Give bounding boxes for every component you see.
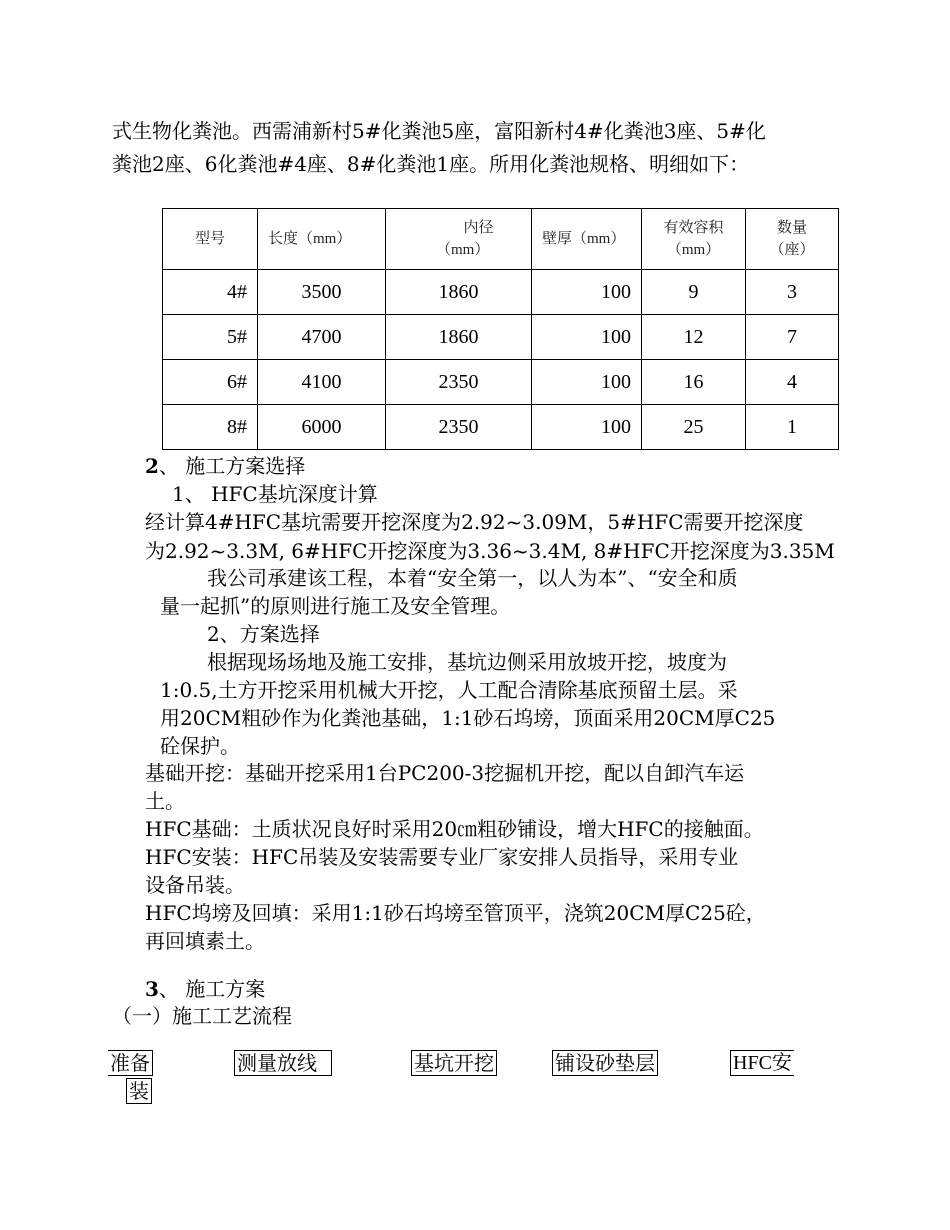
plan-para-line-2: 1:0.5,土方开挖采用机械大开挖，人工配合清除基底预留土层。采 — [160, 678, 738, 702]
cell-model: 5# — [163, 315, 258, 360]
septic-tank-spec-table — [162, 208, 839, 450]
hfc-install-line-2: 设备吊装。 — [145, 873, 245, 897]
intro-line-2: 粪池2座、6化粪池#4座、8#化粪池1座。所用化粪池规格、明细如下： — [112, 152, 750, 176]
cell-quantity: 7 — [746, 315, 839, 360]
cell-inner-diameter: 1860 — [386, 315, 532, 360]
section-3-heading — [145, 976, 265, 1002]
section-2-number: 2 — [145, 454, 159, 478]
cell-inner-diameter: 2350 — [386, 360, 532, 405]
safety-para-line-1: 我公司承建该工程，本着“安全第一，以人为本”、“安全和质 — [207, 566, 738, 590]
section-2-title: 、 施工方案选择 — [158, 454, 306, 478]
header-quantity: 数量 （座） — [746, 209, 839, 270]
cell-effective-volume: 9 — [642, 270, 746, 315]
section-3-number: 3 — [145, 977, 159, 1001]
table-header-row — [163, 209, 839, 270]
table-row — [163, 405, 839, 450]
subsection-plan-selection: 2、方案选择 — [207, 622, 320, 646]
cell-wall-thickness: 100 — [532, 360, 642, 405]
cell-length: 6000 — [258, 405, 386, 450]
cell-effective-volume: 16 — [642, 360, 746, 405]
cell-model: 6# — [163, 360, 258, 405]
header-effective-volume: 有效容积 （mm） — [642, 209, 746, 270]
plan-para-line-3: 用20CM粗砂作为化粪池基础，1:1砂石坞塝，顶面采用20CM厚C25 — [160, 706, 776, 730]
header-model: 型号 — [163, 209, 258, 270]
backfill-line-1: HFC坞塝及回填：采用1:1砂石坞塝至管顶平，浇筑20CM厚C25砼， — [145, 901, 766, 925]
plan-para-line-4: 砼保护。 — [160, 734, 240, 758]
hfc-install-line-1: HFC安装：HFC吊装及安装需要专业厂家安排人员指导，采用专业 — [145, 845, 739, 869]
cell-quantity: 3 — [746, 270, 839, 315]
process-flow-heading: （一）施工工艺流程 — [112, 1004, 292, 1028]
backfill-line-2: 再回填素土。 — [145, 929, 265, 953]
subsection-hfc-depth: 1、 HFC基坑深度计算 — [172, 482, 378, 506]
cell-length: 4700 — [258, 315, 386, 360]
cell-length: 3500 — [258, 270, 386, 315]
flow-step-hfc-install-cont: 装 — [126, 1078, 152, 1104]
cell-model: 4# — [163, 270, 258, 315]
cell-inner-diameter: 2350 — [386, 405, 532, 450]
flow-step-survey: 测量放线 — [234, 1050, 332, 1076]
cell-length: 4100 — [258, 360, 386, 405]
section-2-heading — [145, 453, 305, 479]
header-length: 长度（mm） — [258, 209, 386, 270]
foundation-excavation-line-2: 土。 — [145, 789, 185, 813]
cell-wall-thickness: 100 — [532, 315, 642, 360]
header-inner-diameter: 内径 （mm） — [386, 209, 532, 270]
table-row — [163, 360, 839, 405]
calc-line-2: 为2.92~3.3M, 6#HFC开挖深度为3.36~3.4M, 8#HFC开挖深度为3.35M — [145, 539, 835, 563]
cell-quantity: 4 — [746, 360, 839, 405]
flow-step-preparation: 准备 — [108, 1050, 153, 1076]
foundation-excavation-line-1: 基础开挖：基础开挖采用1台PC200-3挖掘机开挖，配以自卸汽车运 — [145, 761, 745, 785]
cell-model: 8# — [163, 405, 258, 450]
safety-para-line-2: 量一起抓”的原则进行施工及安全管理。 — [160, 594, 511, 618]
hfc-foundation-line: HFC基础：土质状况良好时采用20㎝粗砂铺设，增大HFC的接触面。 — [145, 817, 764, 841]
header-wall-thickness: 壁厚（mm） — [532, 209, 642, 270]
cell-wall-thickness: 100 — [532, 270, 642, 315]
cell-inner-diameter: 1860 — [386, 270, 532, 315]
intro-line-1: 式生物化粪池。西需浦新村5#化粪池5座，富阳新村4#化粪池3座、5#化 — [112, 119, 766, 143]
table-row — [163, 270, 839, 315]
cell-wall-thickness: 100 — [532, 405, 642, 450]
calc-line-1: 经计算4#HFC基坑需要开挖深度为2.92~3.09M，5#HFC需要开挖深度 — [145, 510, 804, 534]
flow-step-sand-bedding: 铺设砂垫层 — [552, 1050, 658, 1076]
cell-effective-volume: 12 — [642, 315, 746, 360]
cell-effective-volume: 25 — [642, 405, 746, 450]
table-row — [163, 315, 839, 360]
flow-step-hfc-install: HFC安 — [730, 1050, 794, 1076]
plan-para-line-1: 根据现场场地及施工安排，基坑边侧采用放坡开挖，坡度为 — [207, 650, 727, 674]
cell-quantity: 1 — [746, 405, 839, 450]
flow-step-excavation: 基坑开挖 — [411, 1050, 497, 1076]
section-3-title: 、 施工方案 — [158, 977, 266, 1001]
